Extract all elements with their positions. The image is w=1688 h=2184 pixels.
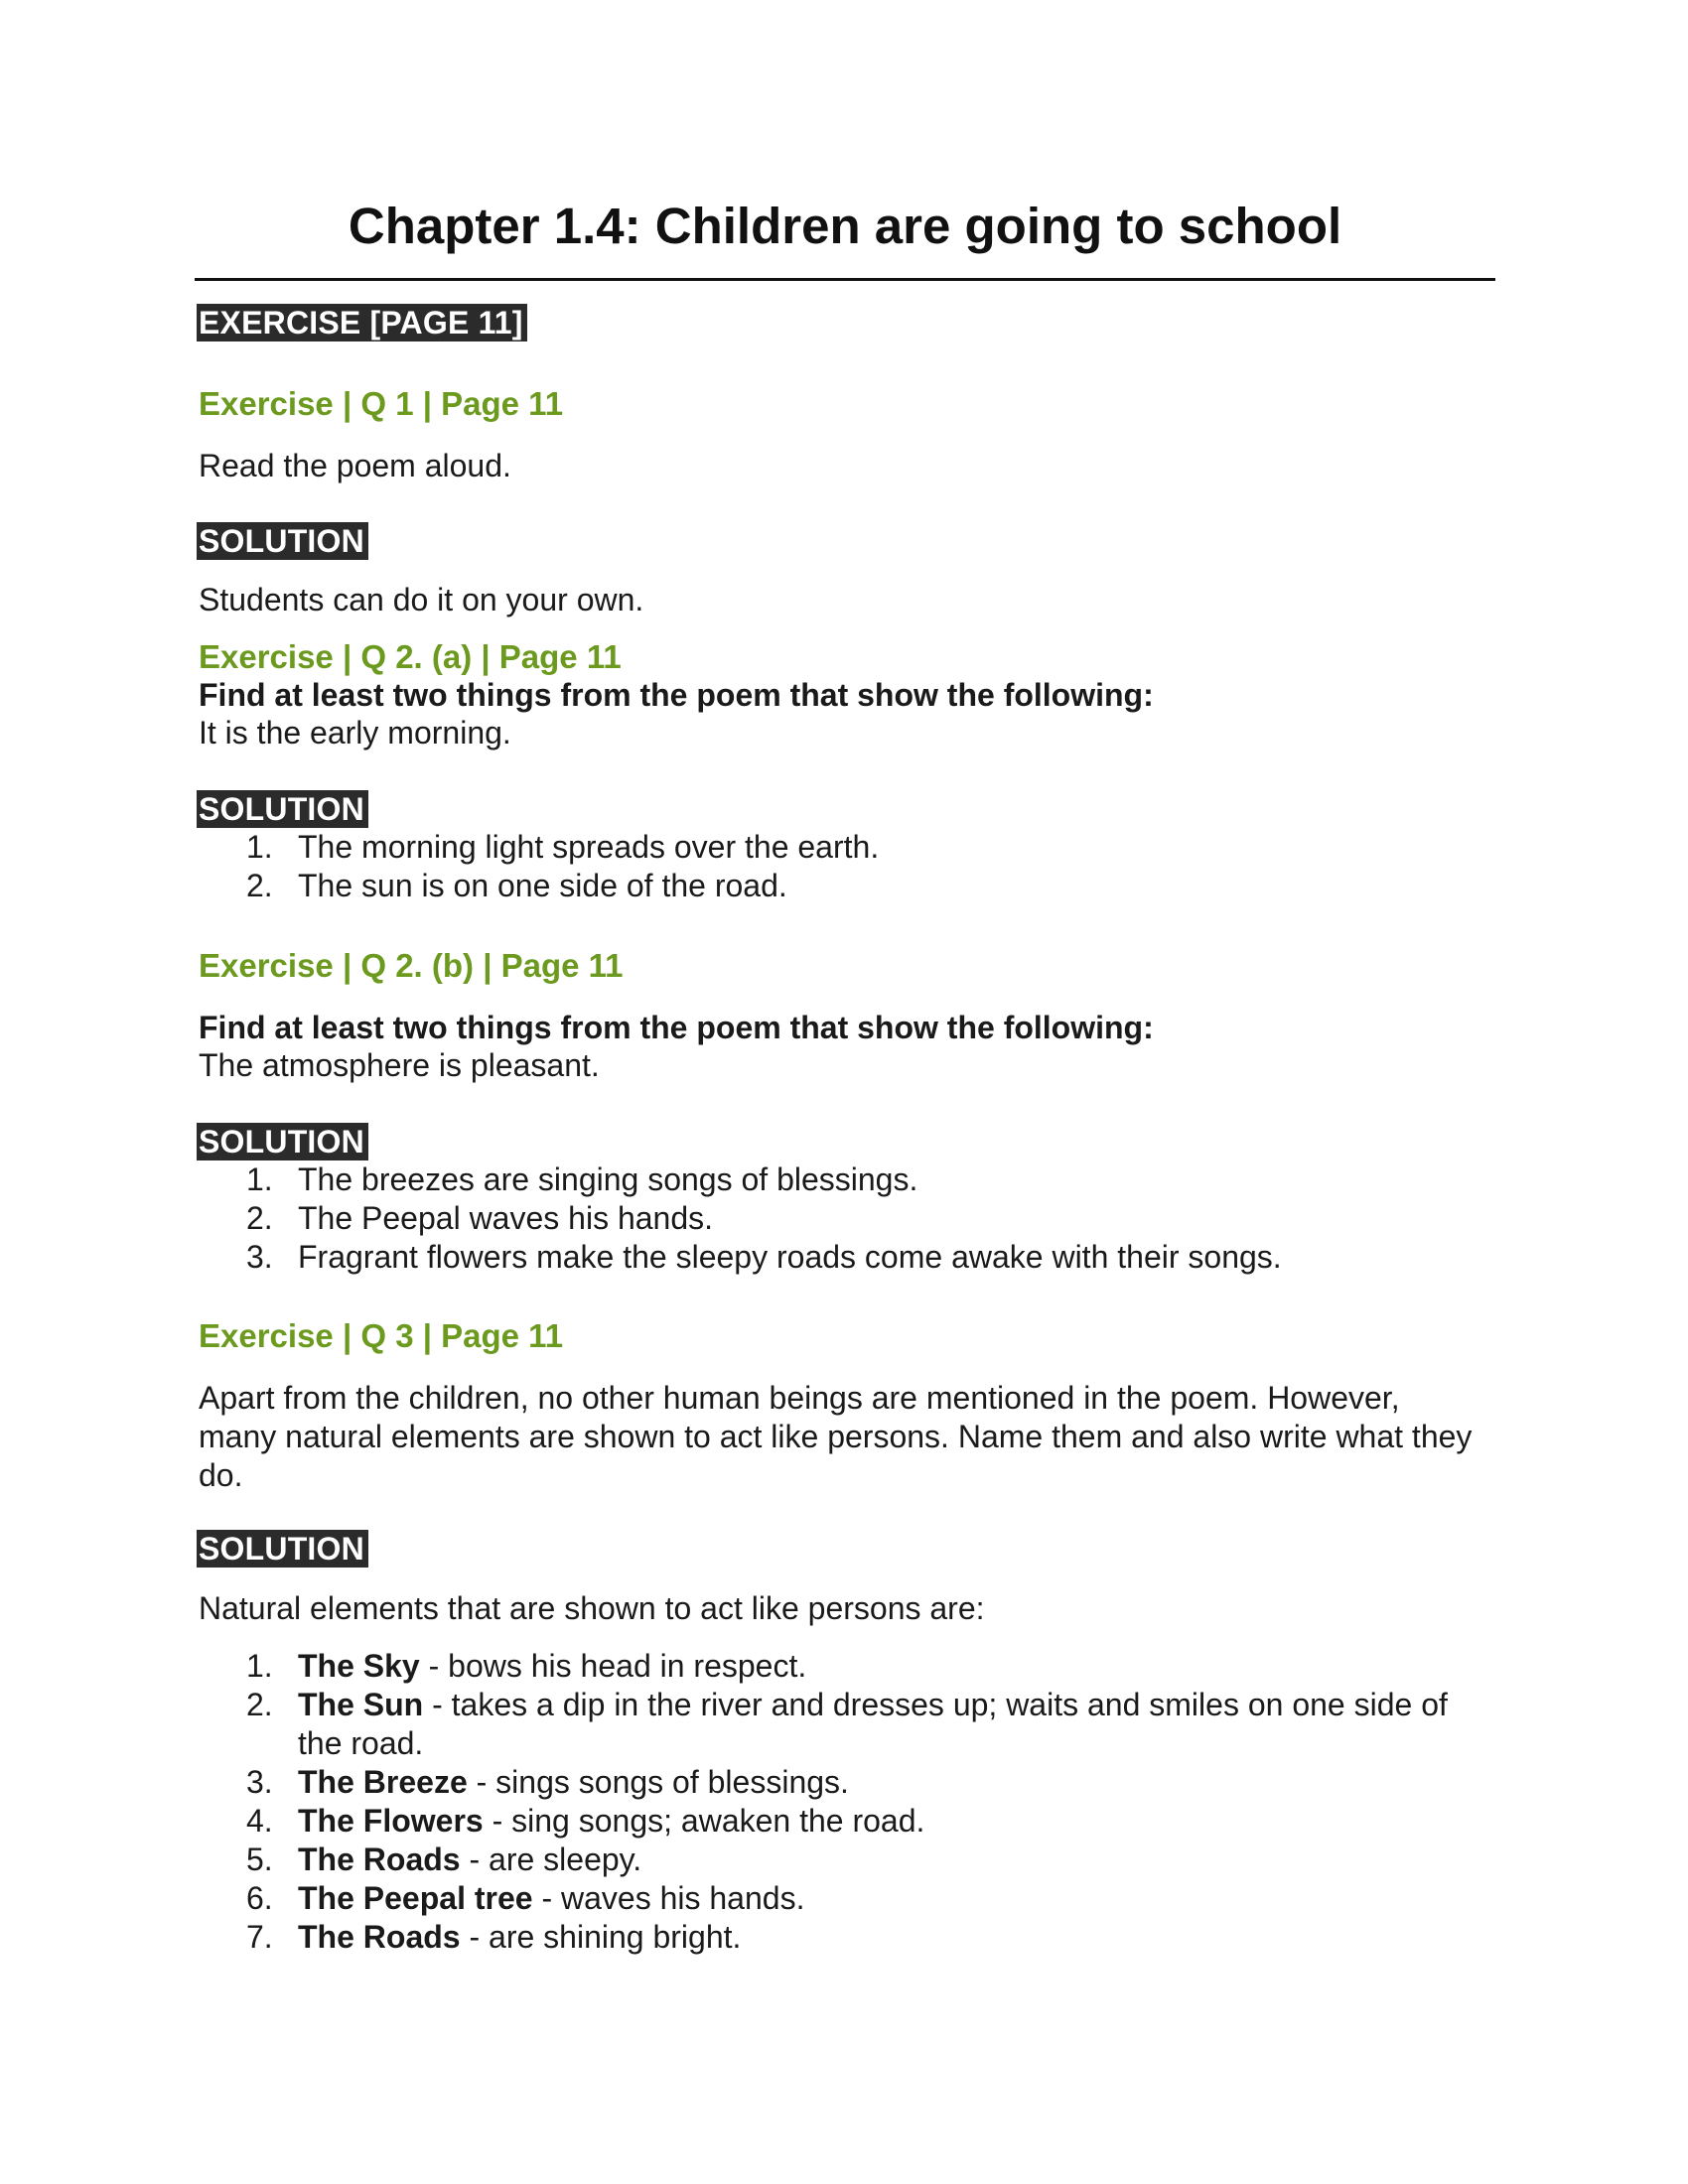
q1-answer: Students can do it on your own. [199, 582, 644, 617]
list-item: 3. The Breeze - sings songs of blessings. [246, 1764, 849, 1800]
q3-heading: Exercise | Q 3 | Page 11 [199, 1317, 564, 1354]
q3-answer-list [199, 1647, 1479, 1957]
list-item: 2. The Peepal waves his hands. [246, 1200, 714, 1236]
list-item: 5. The Roads - are sleepy. [246, 1842, 642, 1877]
list-item: 4. The Flowers - sing songs; awaken the road. [246, 1803, 925, 1839]
q2a-question: It is the early morning. [199, 715, 511, 751]
q2a-heading: Exercise | Q 2. (a) | Page 11 [199, 638, 622, 675]
q1-question: Read the poem aloud. [199, 448, 511, 483]
list-item: 6. The Peepal tree - waves his hands. [246, 1880, 805, 1916]
q2b-heading: Exercise | Q 2. (b) | Page 11 [199, 947, 624, 984]
q2b-answer-list [199, 1160, 1479, 1277]
section-label: EXERCISE [PAGE 11] [197, 304, 527, 341]
list-item: 2. The sun is on one side of the road. [246, 868, 787, 903]
q2b-solution-label: SOLUTION [197, 1123, 368, 1160]
q1-solution-label: SOLUTION [197, 522, 368, 560]
q2a-solution-label: SOLUTION [197, 790, 368, 828]
q3-intro: Natural elements that are shown to act like persons are: [199, 1590, 985, 1626]
q1-heading: Exercise | Q 1 | Page 11 [199, 385, 564, 422]
page-title: Chapter 1.4: Children are going to school [348, 198, 1342, 254]
list-item: 3. Fragrant flowers make the sleepy roads come awake with their songs. [246, 1239, 1282, 1275]
list-item: 2. The Sun - takes a dip in the river and dresses up; waits and smiles on one side of the road. [246, 1687, 1448, 1761]
list-item: 1. The morning light spreads over the earth. [246, 829, 880, 865]
q3-solution-label: SOLUTION [197, 1530, 368, 1568]
q3-question: Apart from the children, no other human beings are mentioned in the poem. However, many natural elements are shown to act like persons. Name them and also write what they do. [199, 1380, 1473, 1493]
list-item: 7. The Roads - are shining bright. [246, 1919, 742, 1955]
q2a-prompt: Find at least two things from the poem that show the following: [199, 677, 1154, 713]
q2b-prompt: Find at least two things from the poem that show the following: [199, 1010, 1154, 1045]
list-item: 1. The Sky - bows his head in respect. [246, 1648, 807, 1684]
list-item: 1. The breezes are singing songs of blessings. [246, 1161, 918, 1197]
title-divider [195, 278, 1495, 281]
q2a-answer-list [199, 828, 1479, 905]
q2b-question: The atmosphere is pleasant. [199, 1047, 600, 1083]
